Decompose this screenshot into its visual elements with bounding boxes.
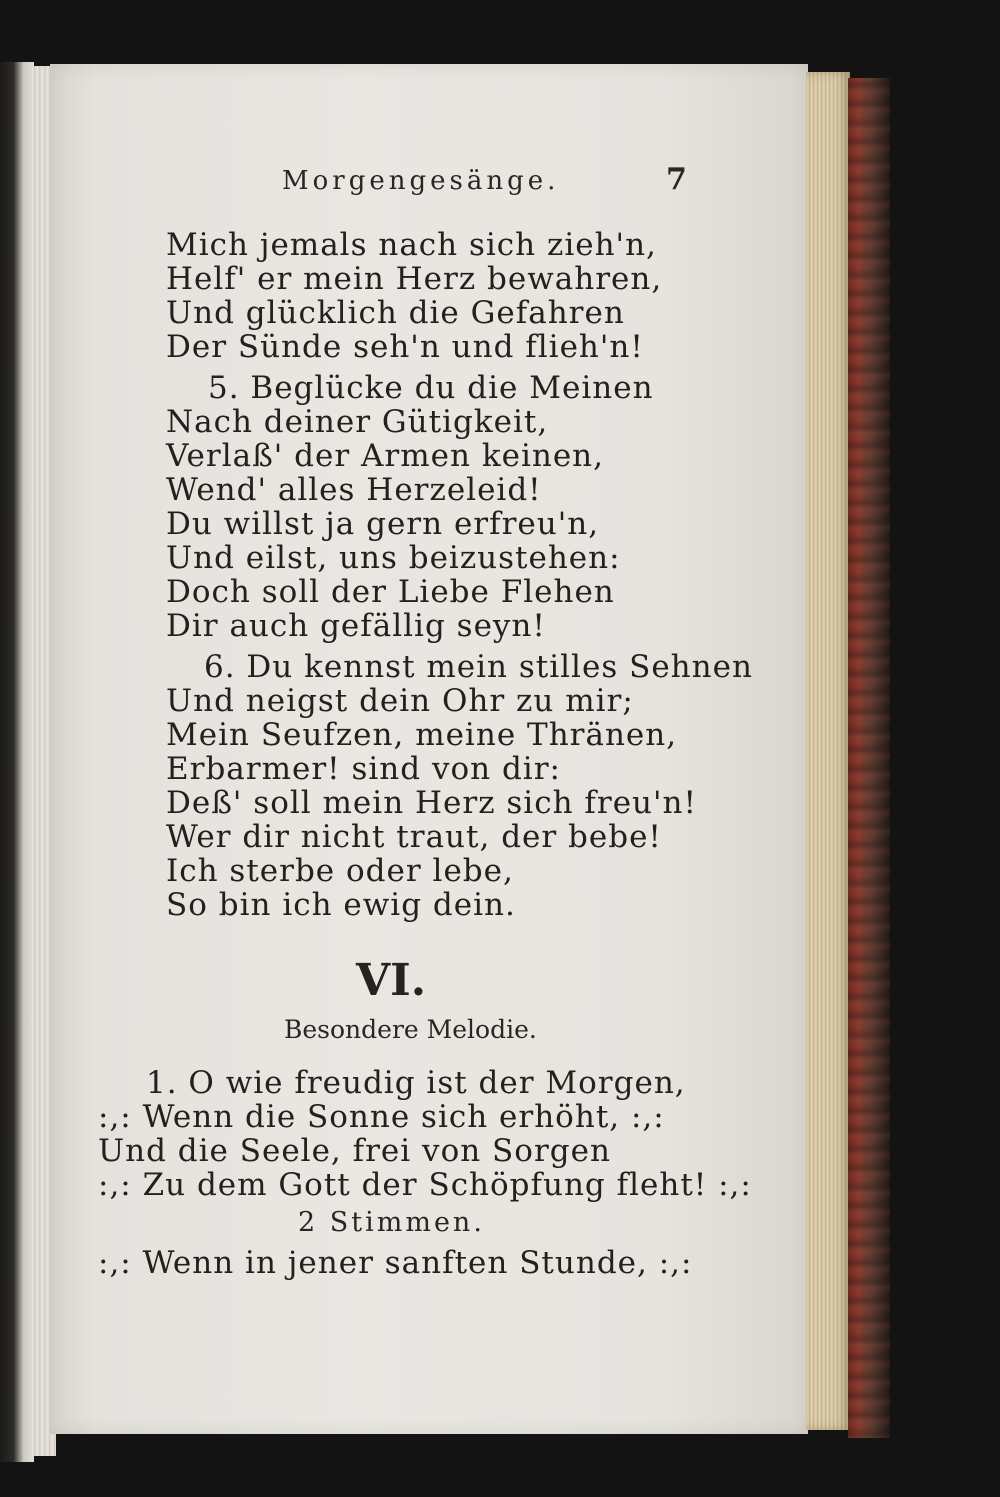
verse-line: Dir auch gefällig seyn! [166,608,546,644]
verse-line: Mein Seufzen, meine Thränen, [166,717,678,753]
verse-line: Der Sünde seh'n und flieh'n! [166,329,644,365]
hymn-line: :,: Wenn die Sonne sich erhöht, :,: [98,1099,665,1135]
melody-heading: Besondere Melodie. [284,1015,537,1044]
verse-line: Deß' soll mein Herz sich freu'n! [166,785,697,821]
verse-line: Du willst ja gern erfreu'n, [166,506,600,542]
hymn-line: :,: Wenn in jener sanften Stunde, :,: [98,1245,693,1281]
hymn-line: Und die Seele, frei von Sorgen [98,1133,611,1169]
marbled-cover-edge [848,78,890,1438]
verse-line: Doch soll der Liebe Flehen [166,574,615,610]
hymn-line: :,: Zu dem Gott der Schöpfung fleht! :,: [98,1167,752,1203]
verse-line: Nach deiner Gütigkeit, [166,404,549,440]
verse-line: Erbarmer! sind von dir: [166,751,561,787]
verse-line: Und neigst dein Ohr zu mir; [166,683,634,719]
verse-line: Wer dir nicht traut, der bebe! [166,819,662,855]
running-head: Morgengesänge. [282,166,560,196]
verse-line: Helf' er mein Herz bewahren, [166,261,663,297]
verse-line: So bin ich ewig dein. [166,887,516,923]
left-book-cover [0,62,34,1462]
verse-line: 6. Du kennst mein stilles Sehnen [204,649,753,685]
verse-line: Und eilst, uns beizustehen: [166,540,621,576]
page-number: 7 [666,162,687,197]
verse-line: Mich jemals nach sich zieh'n, [166,227,657,263]
verse-line: Und glücklich die Gefahren [166,295,625,331]
verse-line: 5. Beglücke du die Meinen [208,370,654,406]
voices-heading: 2 Stimmen. [298,1207,485,1238]
verse-line: Ich sterbe oder lebe, [166,853,514,889]
verse-line: Wend' alles Herzeleid! [166,472,542,508]
hymn-line: 1. O wie freudig ist der Morgen, [146,1065,686,1101]
hymn-number: VI. [356,955,427,1006]
verse-line: Verlaß' der Armen keinen, [166,438,604,474]
page-fore-edge [806,72,850,1430]
